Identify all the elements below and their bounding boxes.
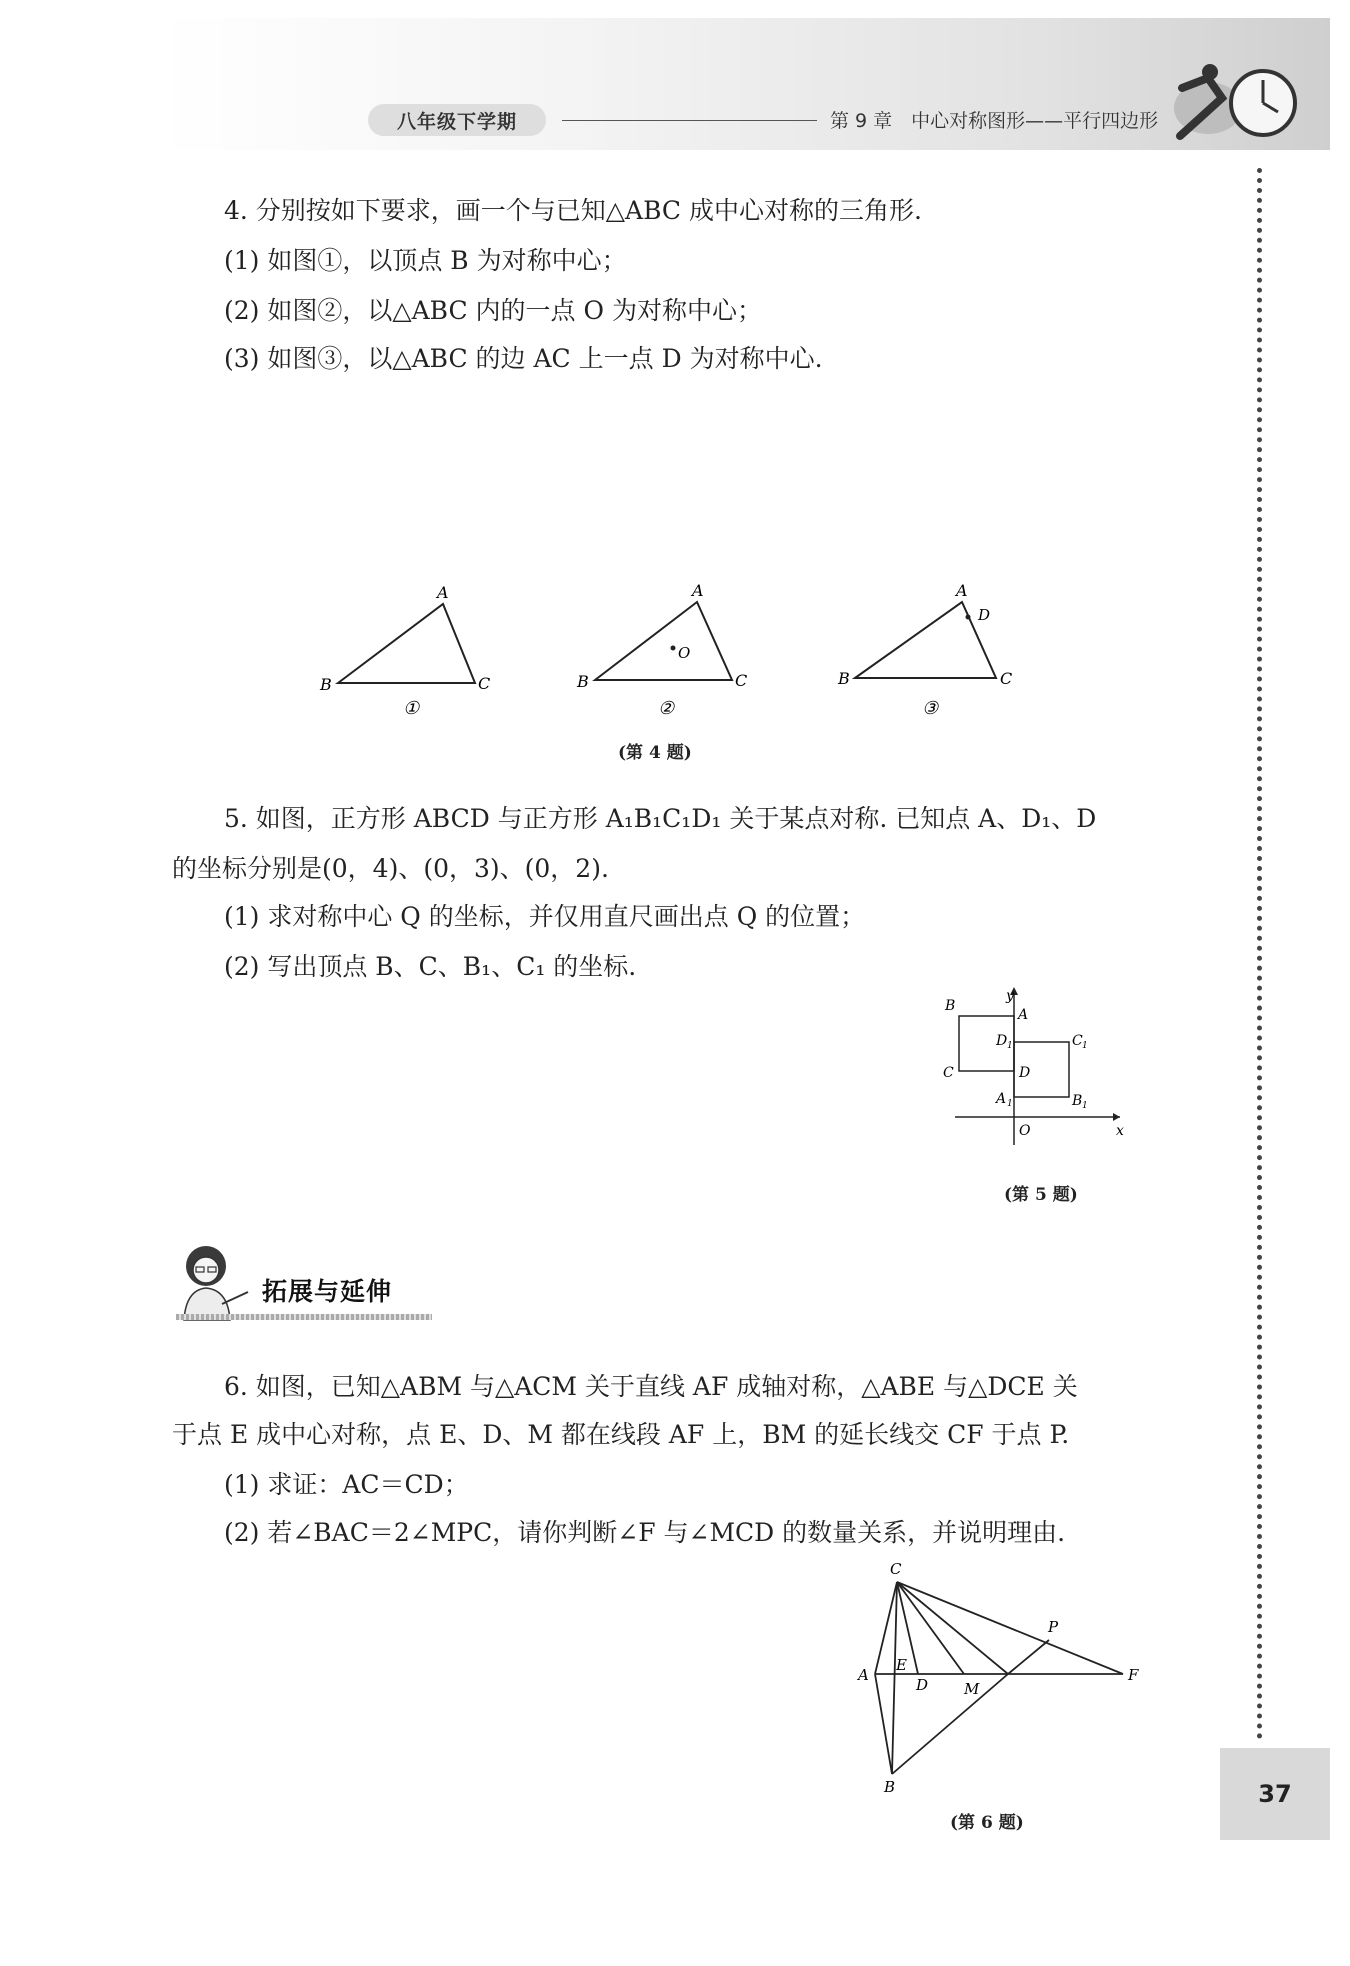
f1-label-A: A [437, 583, 449, 602]
q5-sub-C1: 1 [1082, 1041, 1088, 1051]
page-number-tab [1220, 1748, 1330, 1840]
q5-label-A: A [1018, 1007, 1029, 1023]
q4-figure-1 [319, 583, 490, 719]
f2-label-O: O [678, 644, 691, 662]
f2-label-A: A [692, 581, 704, 600]
margin-dotted-rule [1257, 168, 1262, 1740]
q5-line-2: 的坐标分别是(0，4)、(0，3)、(0，2). [172, 854, 609, 883]
q5-label-x: x [1116, 1123, 1124, 1139]
f2-label-B: B [577, 672, 589, 691]
q6-label-F: F [1128, 1666, 1139, 1684]
f3-label-A: A [956, 581, 968, 600]
q5-label-A1: A [996, 1091, 1007, 1107]
q5-caption: (第 5 题) [1004, 1185, 1078, 1205]
q6-line-1: 6. 如图，已知△ABM 与△ACM 关于直线 AF 成轴对称，△ABE 与△DCE 关 [224, 1372, 1078, 1401]
q6-label-M: M [964, 1680, 980, 1698]
f3-label-B: B [838, 669, 850, 688]
chapter-title: 第 9 章 中心对称图形——平行四边形 [830, 110, 1159, 132]
q4-stem: 4. 分别按如下要求，画一个与已知△ABC 成中心对称的三角形. [224, 196, 922, 225]
q4-figure-3 [837, 581, 1012, 719]
f3-number: ③ [922, 698, 939, 719]
q6-part-1: (1) 求证：AC＝CD； [224, 1470, 469, 1499]
q4-figure-2 [576, 581, 747, 719]
q5-sub-B1: 1 [1082, 1101, 1088, 1111]
q5-label-O: O [1019, 1123, 1031, 1139]
q4-part-3: (3) 如图③，以△ABC 的边 AC 上一点 D 为对称中心. [224, 344, 823, 373]
f2-label-C: C [735, 671, 748, 690]
q5-part-2: (2) 写出顶点 B、C、B₁、C₁ 的坐标. [224, 952, 637, 981]
q5-label-D1: D [996, 1033, 1008, 1049]
grade-label: 八年级下学期 [368, 104, 546, 136]
section-title: 拓展与延伸 [262, 1277, 393, 1306]
q6-line-2: 于点 E 成中心对称，点 E、D、M 都在线段 AF 上，BM 的延长线交 CF 于点 P. [172, 1420, 1070, 1449]
q6-caption: (第 6 题) [950, 1813, 1024, 1833]
q5-sub-A1: 1 [1007, 1099, 1013, 1109]
q4-figures [300, 580, 1120, 720]
section-underline [176, 1314, 432, 1320]
f1-label-C: C [478, 674, 491, 693]
q6-label-D: D [916, 1676, 929, 1694]
f2-number: ② [658, 698, 675, 719]
f3-label-C: C [1000, 669, 1013, 688]
q6-figure [840, 1560, 1160, 1800]
q6-label-C: C [890, 1560, 902, 1578]
q5-coordinate-figure [940, 985, 1160, 1165]
q5-label-C: C [943, 1065, 954, 1081]
q6-label-B: B [884, 1778, 896, 1796]
f1-number: ① [403, 698, 420, 719]
page-number: 37 [1258, 1780, 1292, 1808]
q6-part-2: (2) 若∠BAC＝2∠MPC，请你判断∠F 与∠MCD 的数量关系，并说明理由. [224, 1518, 1066, 1547]
q5-label-y: y [1006, 988, 1014, 1004]
q4-part-1: (1) 如图①，以顶点 B 为对称中心； [224, 246, 627, 275]
q5-label-B: B [945, 998, 956, 1014]
q5-label-B1: B [1072, 1093, 1083, 1109]
q6-label-A: A [858, 1666, 869, 1684]
q6-label-P: P [1048, 1618, 1059, 1636]
q4-caption: (第 4 题) [618, 743, 692, 763]
q5-part-1: (1) 求对称中心 Q 的坐标，并仅用直尺画出点 Q 的位置； [224, 902, 866, 931]
q4-part-2: (2) 如图②，以△ABC 内的一点 O 为对称中心； [224, 296, 762, 325]
q5-label-D: D [1019, 1065, 1031, 1081]
q5-line-1: 5. 如图，正方形 ABCD 与正方形 A₁B₁C₁D₁ 关于某点对称. 已知点 A、D₁、D [224, 804, 1097, 833]
header-rule [562, 120, 817, 121]
f1-label-B: B [320, 675, 332, 694]
f3-label-D: D [978, 606, 991, 624]
q5-sub-D1: 1 [1007, 1041, 1013, 1051]
q6-label-E: E [896, 1656, 907, 1674]
q5-label-C1: C [1072, 1033, 1083, 1049]
runner-clock-icon [1160, 58, 1300, 148]
